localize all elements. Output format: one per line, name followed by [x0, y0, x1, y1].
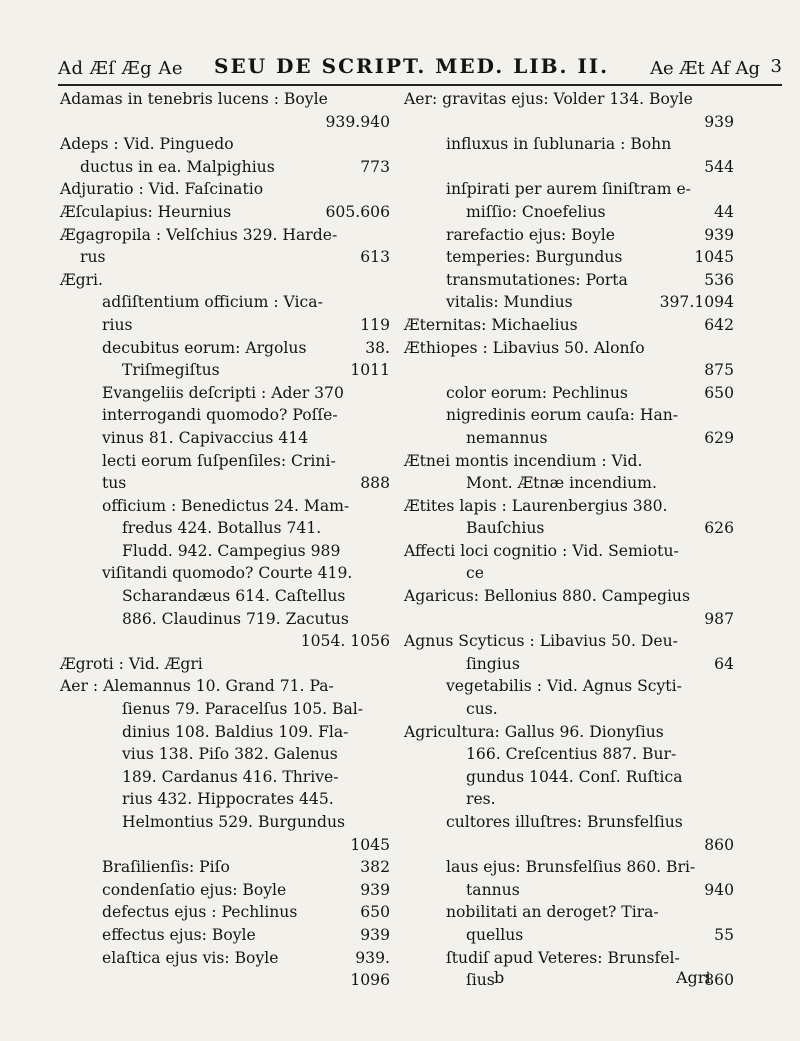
- index-entry: [404, 337, 734, 360]
- entry-page-ref: 939.940: [325, 112, 390, 131]
- entry-page-ref: 544: [704, 157, 734, 176]
- index-entry: [60, 947, 390, 970]
- index-entry: [60, 517, 390, 540]
- index-entry: [60, 653, 390, 676]
- entry-page-ref: 536: [704, 270, 734, 289]
- page-footer: [0, 968, 800, 998]
- index-entry: [404, 382, 734, 405]
- entry-text: Aer: gravitas ejus: Volder 134. Boyle: [404, 90, 693, 108]
- index-entry: [404, 947, 734, 970]
- entry-text: Fludd. 942. Campegius 989: [122, 541, 341, 560]
- index-entry: [60, 585, 390, 608]
- entry-text: Ægagropila : Velſchius 329. Harde-: [60, 225, 338, 244]
- index-entry: [60, 698, 390, 721]
- entry-text: condenſatio ejus: Boyle: [102, 880, 287, 899]
- entry-page-ref: 64: [714, 654, 734, 673]
- entry-page-ref: 629: [704, 428, 734, 447]
- entry-page-ref: 773: [360, 157, 390, 176]
- entry-text: decubitus eorum: Argolus: [102, 338, 307, 357]
- index-entry: [60, 495, 390, 518]
- header-left-guide: Ad Æſ Æg Ae: [58, 58, 184, 79]
- index-entry: [60, 856, 390, 879]
- index-entry: [60, 834, 390, 857]
- entry-text: Ætites lapis : Laurenbergius 380.: [404, 496, 668, 515]
- entry-text: Agaricus: Bellonius 880. Campegius: [404, 587, 690, 606]
- index-entry: [404, 585, 734, 608]
- index-entry: [404, 834, 734, 857]
- entry-page-ref: 939: [704, 112, 734, 131]
- entry-text: Adamas in tenebris lucens : Boyle: [60, 90, 328, 108]
- index-entry: [60, 743, 390, 766]
- entry-text: gundus 1044. Conſ. Ruſtica: [466, 767, 683, 786]
- entry-page-ref: 860: [704, 835, 734, 854]
- entry-text: Aer : Alemannus 10. Grand 71. Pa-: [60, 677, 334, 696]
- index-entry: [404, 517, 734, 540]
- index-entry: [60, 404, 390, 427]
- entry-page-ref: 382: [360, 858, 390, 877]
- entry-text: vegetabilis : Vid. Agnus Scyti-: [446, 677, 682, 696]
- entry-text: Triſmegiſtus: [122, 361, 220, 380]
- index-entry: [60, 111, 390, 134]
- catchword: Agri: [676, 968, 711, 987]
- index-entry: [404, 856, 734, 879]
- entry-text: Ætnei montis incendium : Vid.: [404, 451, 643, 470]
- index-entry: [404, 698, 734, 721]
- index-entry: [404, 540, 734, 563]
- index-entry: [60, 766, 390, 789]
- index-entry: [404, 879, 734, 902]
- entry-page-ref: 613: [360, 248, 390, 267]
- index-entry: [60, 788, 390, 811]
- index-entry: [404, 314, 734, 337]
- entry-text: influxus in ſublunaria : Bohn: [446, 135, 672, 154]
- entry-text: vinus 81. Capivaccius 414: [102, 428, 309, 447]
- index-entry: [404, 653, 734, 676]
- entry-text: 886. Claudinus 719. Zacutus: [122, 609, 349, 628]
- entry-text: Adjuratio : Vid. Faſcinatio: [60, 180, 264, 199]
- entry-text: dinius 108. Baldius 109. Fla-: [122, 722, 349, 741]
- index-entry: [60, 924, 390, 947]
- entry-text: quellus: [466, 925, 524, 944]
- index-entry: [60, 291, 390, 314]
- index-entry: [404, 608, 734, 631]
- entry-page-ref: 650: [360, 903, 390, 922]
- entry-page-ref: 119: [360, 315, 390, 334]
- entry-text: ductus in ea. Malpighius: [80, 157, 275, 176]
- entry-text: Braſilienſis: Piſo: [102, 858, 230, 877]
- entry-page-ref: 939.: [355, 948, 390, 967]
- entry-text: lecti eorum ſuſpenſiles: Crini-: [102, 451, 336, 470]
- index-entry: [404, 450, 734, 473]
- index-entry: [404, 562, 734, 585]
- entry-text: Agricultura: Gallus 96. Dionyſius: [404, 722, 664, 741]
- entry-page-ref: 38.: [365, 338, 390, 357]
- entry-text: nemannus: [466, 428, 548, 447]
- entry-text: cus.: [466, 700, 498, 719]
- index-entry: [404, 291, 734, 314]
- entry-page-ref: 1045: [694, 248, 734, 267]
- index-entry: [404, 427, 734, 450]
- index-entry: [404, 359, 734, 382]
- entry-page-ref: 1011: [350, 361, 390, 380]
- entry-text: adſiſtentium officium : Vica-: [102, 293, 323, 312]
- left-column: [60, 88, 390, 992]
- entry-text: vius 138. Piſo 382. Galenus: [122, 745, 338, 764]
- entry-page-ref: 626: [704, 519, 734, 538]
- entry-page-ref: 940: [704, 880, 734, 899]
- entry-text: nobilitati an deroget? Tira-: [446, 903, 659, 922]
- entry-page-ref: 397.1094: [659, 293, 734, 312]
- index-entry: [404, 88, 734, 111]
- index-entry: [404, 133, 734, 156]
- entry-text: Agnus Scyticus : Libavius 50. Deu-: [404, 632, 678, 651]
- entry-page-ref: 888: [360, 474, 390, 493]
- index-entry: [60, 178, 390, 201]
- index-entry: [60, 675, 390, 698]
- entry-text: miſſio: Cnoefelius: [466, 202, 606, 221]
- entry-text: laus ejus: Brunsfelſius 860. Bri-: [446, 858, 696, 877]
- index-entry: [60, 427, 390, 450]
- entry-text: 166. Creſcentius 887. Bur-: [466, 745, 677, 764]
- entry-page-ref: 939: [360, 925, 390, 944]
- entry-page-ref: 650: [704, 383, 734, 402]
- entry-text: elaſtica ejus vis: Boyle: [102, 948, 279, 967]
- entry-text: Æthiopes : Libavius 50. Alonſo: [404, 338, 645, 357]
- header-right-guide: Ae Æt Af Ag: [650, 58, 760, 79]
- entry-text: rius 432. Hippocrates 445.: [122, 790, 334, 809]
- entry-page-ref: 875: [704, 361, 734, 380]
- entry-text: tannus: [466, 880, 520, 899]
- entry-text: fredus 424. Botallus 741.: [122, 519, 322, 538]
- entry-text: Bauſchius: [466, 519, 545, 538]
- entry-text: rius: [102, 315, 133, 334]
- entry-text: rarefactio ejus: Boyle: [446, 225, 616, 244]
- entry-text: interrogandi quomodo? Poſſe-: [102, 406, 338, 425]
- index-entry: [404, 766, 734, 789]
- index-entry: [404, 246, 734, 269]
- index-entry: [60, 88, 390, 111]
- entry-text: Æſculapius: Heurnius: [60, 202, 232, 221]
- entry-page-ref: 860: [704, 971, 734, 990]
- entry-text: Mont. Ætnæ incendium.: [466, 474, 657, 493]
- index-entry: [404, 111, 734, 134]
- entry-page-ref: 642: [704, 315, 734, 334]
- index-entry: [60, 450, 390, 473]
- index-entry: [404, 156, 734, 179]
- index-entry: [404, 201, 734, 224]
- index-entry: [404, 721, 734, 744]
- entry-text: inſpirati per aurem ſiniſtram e-: [446, 180, 691, 199]
- entry-page-ref: 605.606: [325, 202, 390, 221]
- index-entry: [60, 156, 390, 179]
- entry-text: ſienus 79. Paracelſus 105. Bal-: [122, 700, 364, 719]
- header-title: SEU DE SCRIPT. MED. LIB. II.: [214, 54, 610, 78]
- entry-text: ſingius: [466, 654, 520, 673]
- entry-text: Ægroti : Vid. Ægri: [60, 654, 203, 673]
- signature-mark: b: [494, 968, 505, 987]
- index-entry: [404, 269, 734, 292]
- index-entry: [60, 133, 390, 156]
- entry-text: officium : Benedictus 24. Mam-: [102, 496, 350, 515]
- index-entry: [60, 314, 390, 337]
- index-entry: [60, 608, 390, 631]
- entry-text: rus: [80, 248, 106, 267]
- index-entry: [60, 879, 390, 902]
- index-entry: [404, 788, 734, 811]
- index-entry: [404, 901, 734, 924]
- index-entry: [404, 472, 734, 495]
- index-entry: [404, 675, 734, 698]
- index-entry: [60, 472, 390, 495]
- index-entry: [60, 562, 390, 585]
- entry-page-ref: 939: [360, 880, 390, 899]
- entry-page-ref: 1054. 1056: [300, 632, 390, 651]
- index-entry: [404, 811, 734, 834]
- index-entry: [60, 269, 390, 292]
- index-entry: [404, 404, 734, 427]
- entry-text: ſtudiſ apud Veteres: Brunsfel-: [446, 948, 680, 967]
- index-entry: [60, 337, 390, 360]
- entry-text: color eorum: Pechlinus: [446, 383, 628, 402]
- entry-text: Evangeliis deſcripti : Ader 370: [102, 383, 344, 402]
- entry-text: tus: [102, 474, 127, 493]
- index-entry: [60, 382, 390, 405]
- running-header: [58, 50, 782, 86]
- index-entry: [60, 359, 390, 382]
- index-entry: [404, 924, 734, 947]
- index-entry: [60, 630, 390, 653]
- index-entry: [404, 743, 734, 766]
- entry-text: Helmontius 529. Burgundus: [122, 813, 346, 831]
- entry-text: viſitandi quomodo? Courte 419.: [102, 564, 353, 583]
- entry-page-ref: 1045: [350, 835, 390, 854]
- entry-page-ref: 987: [704, 609, 734, 628]
- page-number: 3: [770, 56, 782, 77]
- right-column: [404, 88, 734, 992]
- index-entry: [60, 246, 390, 269]
- entry-page-ref: 55: [714, 925, 734, 944]
- index-entry: [60, 224, 390, 247]
- index-entry: [60, 811, 390, 834]
- entry-text: Adeps : Vid. Pinguedo: [60, 135, 234, 154]
- entry-text: transmutationes: Porta: [446, 270, 628, 289]
- entry-page-ref: 1096: [350, 971, 390, 990]
- entry-text: effectus ejus: Boyle: [102, 925, 256, 944]
- entry-text: nigredinis eorum cauſa: Han-: [446, 406, 679, 425]
- index-entry: [60, 201, 390, 224]
- entry-text: ſius: [466, 971, 495, 990]
- entry-text: Scharandæus 614. Caſtellus: [122, 587, 346, 606]
- index-entry: [60, 721, 390, 744]
- entry-text: Æternitas: Michaelius: [404, 315, 578, 334]
- entry-page-ref: 44: [714, 202, 734, 221]
- entry-text: defectus ejus : Pechlinus: [102, 903, 298, 922]
- index-entry: [404, 495, 734, 518]
- index-entry: [404, 630, 734, 653]
- entry-text: Affecti loci cognitio : Vid. Semiotu-: [404, 541, 679, 560]
- entry-text: Ægri.: [60, 270, 103, 289]
- entry-text: vitalis: Mundius: [446, 293, 573, 312]
- entry-text: temperies: Burgundus: [446, 248, 623, 267]
- entry-text: 189. Cardanus 416. Thrive-: [122, 767, 339, 786]
- index-entry: [60, 901, 390, 924]
- entry-text: res.: [466, 790, 496, 809]
- index-entry: [404, 224, 734, 247]
- entry-text: cultores illuſtres: Brunsfelſius: [446, 813, 683, 831]
- index-entry: [60, 540, 390, 563]
- index-entry: [404, 178, 734, 201]
- entry-page-ref: 939: [704, 225, 734, 244]
- entry-text: ce: [466, 564, 484, 583]
